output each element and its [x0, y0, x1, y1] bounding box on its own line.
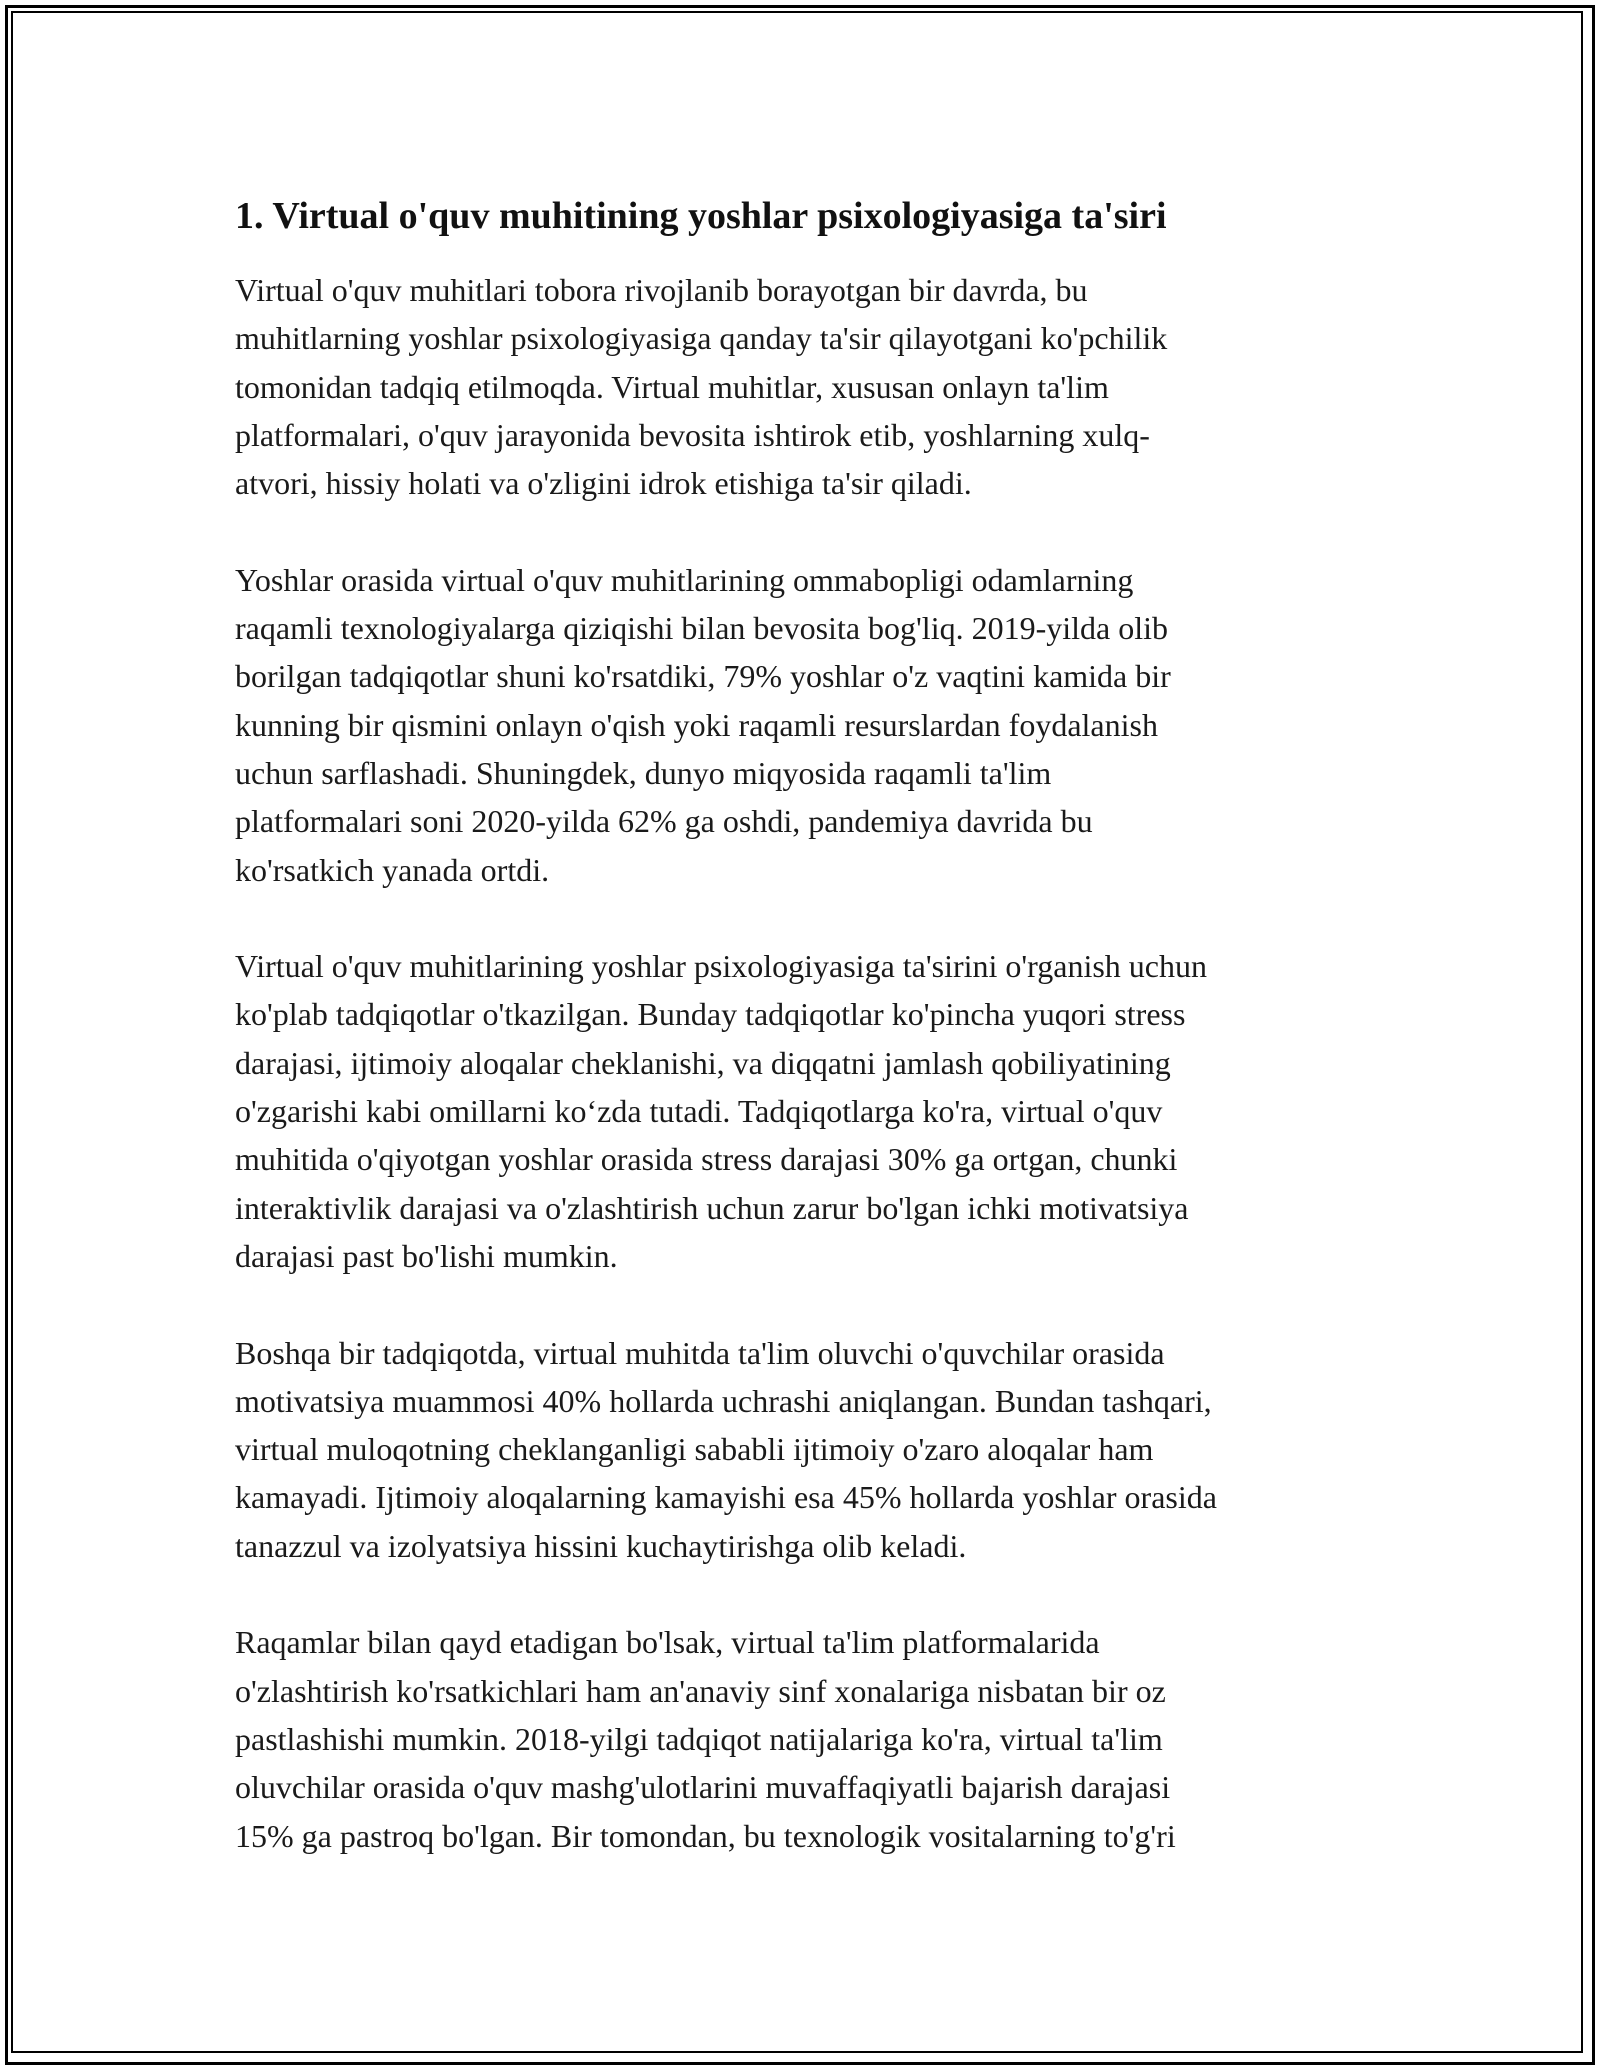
text-line: virtual muloqotning cheklanganligi sababli ijtimoiy o'zaro aloqalar ham — [235, 1431, 1154, 1468]
text-line: atvori, hissiy holati va o'zligini idrok etishiga ta'sir qiladi. — [235, 465, 972, 502]
text-line: platformalari, o'quv jarayonida bevosita ishtirok etib, yoshlarning xulq- — [235, 416, 1150, 453]
section-heading: 1. Virtual o'quv muhitining yoshlar psixologiyasiga ta'siri — [235, 195, 1167, 237]
text-line: muhitida o'qiyotgan yoshlar orasida stress darajasi 30% ga ortgan, chunki — [235, 1141, 1178, 1178]
text-line: darajasi, ijtimoiy aloqalar cheklanishi, va diqqatni jamlash qobiliyatining — [235, 1044, 1171, 1081]
document-body — [235, 188, 1385, 1908]
paragraph-5 — [235, 1618, 1385, 1859]
text-line: tanazzul va izolyatsiya hissini kuchaytirishga olib keladi. — [235, 1527, 967, 1564]
text-line: kamayadi. Ijtimoiy aloqalarning kamayishi esa 45% hollarda yoshlar orasida — [235, 1479, 1217, 1516]
text-line: oluvchilar orasida o'quv mashg'ulotlarini muvaffaqiyatli bajarish darajasi — [235, 1769, 1171, 1806]
text-line: raqamli texnologiyalarga qiziqishi bilan bevosita bog'liq. 2019-yilda olib — [235, 610, 1168, 647]
text-line: Raqamlar bilan qayd etadigan bo'lsak, virtual ta'lim platformalarida — [235, 1624, 1100, 1661]
text-line: Boshqa bir tadqiqotda, virtual muhitda ta'lim oluvchi o'quvchilar orasida — [235, 1334, 1165, 1371]
paragraph-2 — [235, 556, 1385, 894]
paragraph-1 — [235, 266, 1385, 507]
text-line: motivatsiya muammosi 40% hollarda uchrashi aniqlangan. Bundan tashqari, — [235, 1382, 1212, 1419]
text-line: Yoshlar orasida virtual o'quv muhitlarining ommabopligi odamlarning — [235, 561, 1134, 598]
text-line: uchun sarflashadi. Shuningdek, dunyo miqyosida raqamli ta'lim — [235, 754, 1052, 791]
text-line: pastlashishi mumkin. 2018-yilgi tadqiqot natijalariga ko'ra, virtual ta'lim — [235, 1720, 1163, 1757]
text-line: borilgan tadqiqotlar shuni ko'rsatdiki, 79% yoshlar o'z vaqtini kamida bir — [235, 658, 1171, 695]
paragraph-3 — [235, 942, 1385, 1280]
text-line: ko'rsatkich yanada ortdi. — [235, 851, 550, 888]
text-line: ko'plab tadqiqotlar o'tkazilgan. Bunday tadqiqotlar ko'pincha yuqori stress — [235, 996, 1186, 1033]
text-line: platformalari soni 2020-yilda 62% ga oshdi, pandemiya davrida bu — [235, 803, 1093, 840]
text-line: Virtual o'quv muhitlari tobora rivojlanib borayotgan bir davrda, bu — [235, 272, 1088, 308]
text-line: kunning bir qismini onlayn o'qish yoki raqamli resurslardan foydalanish — [235, 706, 1158, 743]
text-line: 15% ga pastroq bo'lgan. Bir tomondan, bu texnologik vositalarning to'g'ri — [235, 1817, 1176, 1854]
text-line: tomonidan tadqiq etilmoqda. Virtual muhitlar, xususan onlayn ta'lim — [235, 368, 1109, 405]
text-line: o'zlashtirish ko'rsatkichlari ham an'anaviy sinf xonalariga nisbatan bir oz — [235, 1672, 1166, 1709]
text-line: interaktivlik darajasi va o'zlashtirish uchun zarur bo'lgan ichki motivatsiya — [235, 1189, 1189, 1226]
text-line: muhitlarning yoshlar psixologiyasiga qanday ta'sir qilayotgani ko'pchilik — [235, 320, 1168, 357]
text-line: darajasi past bo'lishi mumkin. — [235, 1237, 618, 1274]
text-line: Virtual o'quv muhitlarining yoshlar psixologiyasiga ta'sirini o'rganish uchun — [235, 948, 1207, 985]
paragraph-4 — [235, 1329, 1385, 1570]
text-line: o'zgarishi kabi omillarni ko‘zda tutadi. Tadqiqotlarga ko'ra, virtual o'quv — [235, 1093, 1163, 1130]
